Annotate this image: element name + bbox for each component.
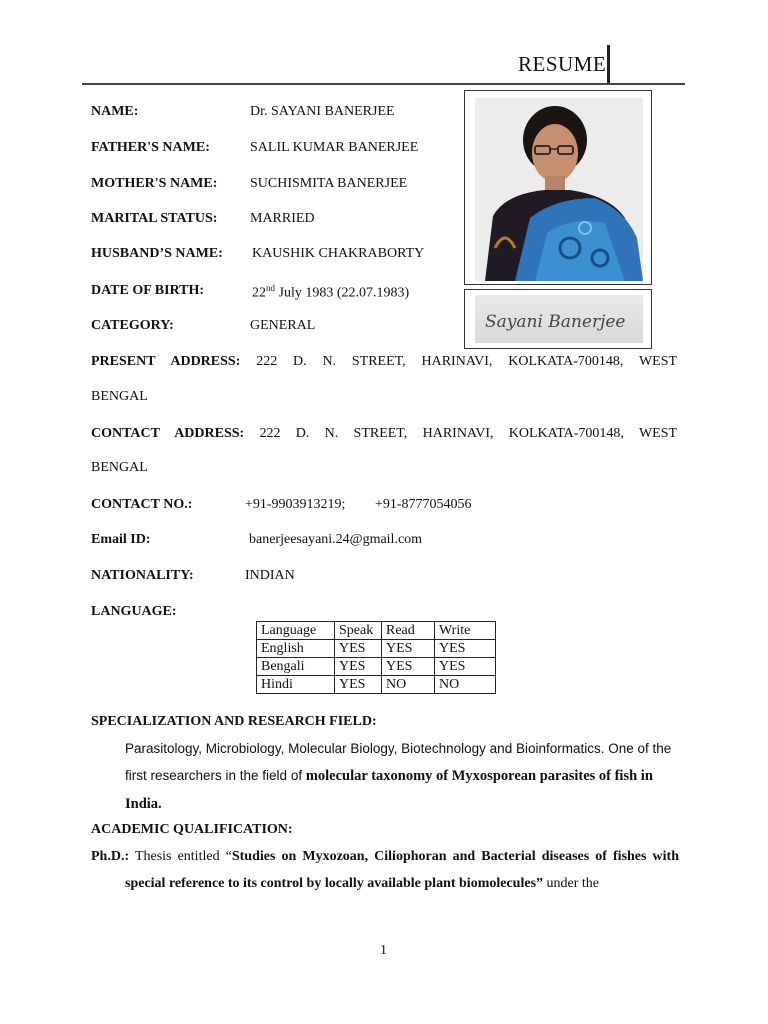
name-value: Dr. SAYANI BANERJEE (250, 104, 395, 119)
phd-intro: Thesis entitled “ (129, 849, 232, 864)
husband-label: HUSBAND’S NAME: (91, 246, 223, 261)
present-address-line2: BENGAL (91, 389, 148, 404)
contact-address-word: WEST (638, 426, 678, 441)
present-address-line (91, 354, 677, 370)
phd-paragraph (91, 843, 679, 897)
phone-2: +91-8777054056 (375, 497, 472, 512)
present-address-label: PRESENT ADDRESS: (91, 354, 241, 369)
marital-value: MARRIED (250, 211, 315, 226)
header-rule (82, 83, 685, 85)
mother-value: SUCHISMITA BANERJEE (250, 176, 408, 191)
table-cell: YES (382, 658, 435, 676)
category-label: CATEGORY: (91, 318, 174, 333)
email-label: Email ID: (91, 532, 151, 547)
husband-value: KAUSHIK CHAKRABORTY (252, 246, 425, 261)
contact-address-word: 222 (259, 426, 281, 441)
present-address-word: 222 (256, 354, 278, 369)
email-value: banerjeesayani.24@gmail.com (249, 532, 423, 547)
table-row (257, 658, 496, 676)
contact-address-line (91, 426, 677, 442)
signature-text: Sayani Banerjee (485, 312, 626, 332)
table-cell: NO (435, 676, 496, 694)
dob-value (252, 283, 409, 302)
phd-label: Ph.D.: (91, 849, 130, 864)
table-header-cell: Speak (335, 622, 382, 640)
specialization-plain: Parasitology, Microbiology, Molecular Biology, Biotechnology and Bioinformatics. One of the first researchers in the field of (125, 741, 672, 783)
table-cell: Bengali (257, 658, 335, 676)
table-cell: English (257, 640, 335, 658)
father-label: FATHER'S NAME: (91, 140, 210, 155)
contact-address-label: CONTACT ADDRESS: (91, 426, 245, 441)
profile-photo (475, 98, 643, 281)
present-address-word: STREET, (351, 354, 406, 369)
table-cell: YES (335, 676, 382, 694)
phd-tail: under the (543, 876, 599, 891)
table-cell: Hindi (257, 676, 335, 694)
present-address-word: WEST (638, 354, 678, 369)
specialization-bold: molecular taxonomy of Myxosporean parasites of fish in India. (125, 768, 653, 812)
table-cell: YES (335, 640, 382, 658)
resume-title: RESUME (518, 52, 607, 76)
title-bar (607, 45, 610, 83)
present-address-word: KOLKATA-700148, (508, 354, 624, 369)
name-label: NAME: (91, 104, 139, 119)
nationality-value: INDIAN (245, 568, 295, 583)
table-cell: NO (382, 676, 435, 694)
contact-address-line2: BENGAL (91, 460, 148, 475)
table-row (257, 676, 496, 694)
contact-address-word: KOLKATA-700148, (508, 426, 624, 441)
phd-close-quote: ” (536, 876, 544, 891)
table-header-cell: Read (382, 622, 435, 640)
dob-rest: July 1983 (22.07.1983) (275, 285, 410, 301)
phd-title: Studies on Myxozoan, Ciliophoran and Bacterial diseases of fishes with special reference to its control by locally available plant biomolecules (125, 849, 679, 891)
specialization-text (125, 735, 675, 818)
contact-no-label: CONTACT NO.: (91, 497, 193, 512)
contact-address-word: D. (295, 426, 310, 441)
contact-address-word: HARINAVI, (422, 426, 494, 441)
phone-1: +91-9903913219; (245, 497, 346, 512)
table-row (257, 640, 496, 658)
nationality-label: NATIONALITY: (91, 568, 194, 583)
dob-suffix: nd (266, 283, 275, 293)
present-address-word: HARINAVI, (421, 354, 493, 369)
dob-label: DATE OF BIRTH: (91, 283, 205, 298)
category-value: GENERAL (250, 318, 316, 333)
portrait-image (475, 98, 643, 281)
present-address-word: N. (322, 354, 337, 369)
table-cell: YES (335, 658, 382, 676)
language-table (256, 621, 496, 694)
table-header-row (257, 622, 496, 640)
specialization-heading: SPECIALIZATION AND RESEARCH FIELD: (91, 714, 377, 729)
signature-box (475, 295, 643, 343)
language-label: LANGUAGE: (91, 604, 177, 619)
contact-address-word: N. (324, 426, 339, 441)
table-header-cell: Language (257, 622, 335, 640)
marital-label: MARITAL STATUS: (91, 211, 218, 226)
signature-image (475, 295, 643, 343)
mother-label: MOTHER'S NAME: (91, 176, 218, 191)
dob-day: 22 (252, 285, 266, 301)
table-cell: YES (435, 640, 496, 658)
present-address-word: D. (293, 354, 307, 369)
page-number: 1 (380, 943, 387, 958)
table-cell: YES (382, 640, 435, 658)
table-header-cell: Write (435, 622, 496, 640)
academic-heading: ACADEMIC QUALIFICATION: (91, 822, 293, 837)
table-cell: YES (435, 658, 496, 676)
contact-address-word: STREET, (353, 426, 408, 441)
father-value: SALIL KUMAR BANERJEE (250, 140, 419, 155)
